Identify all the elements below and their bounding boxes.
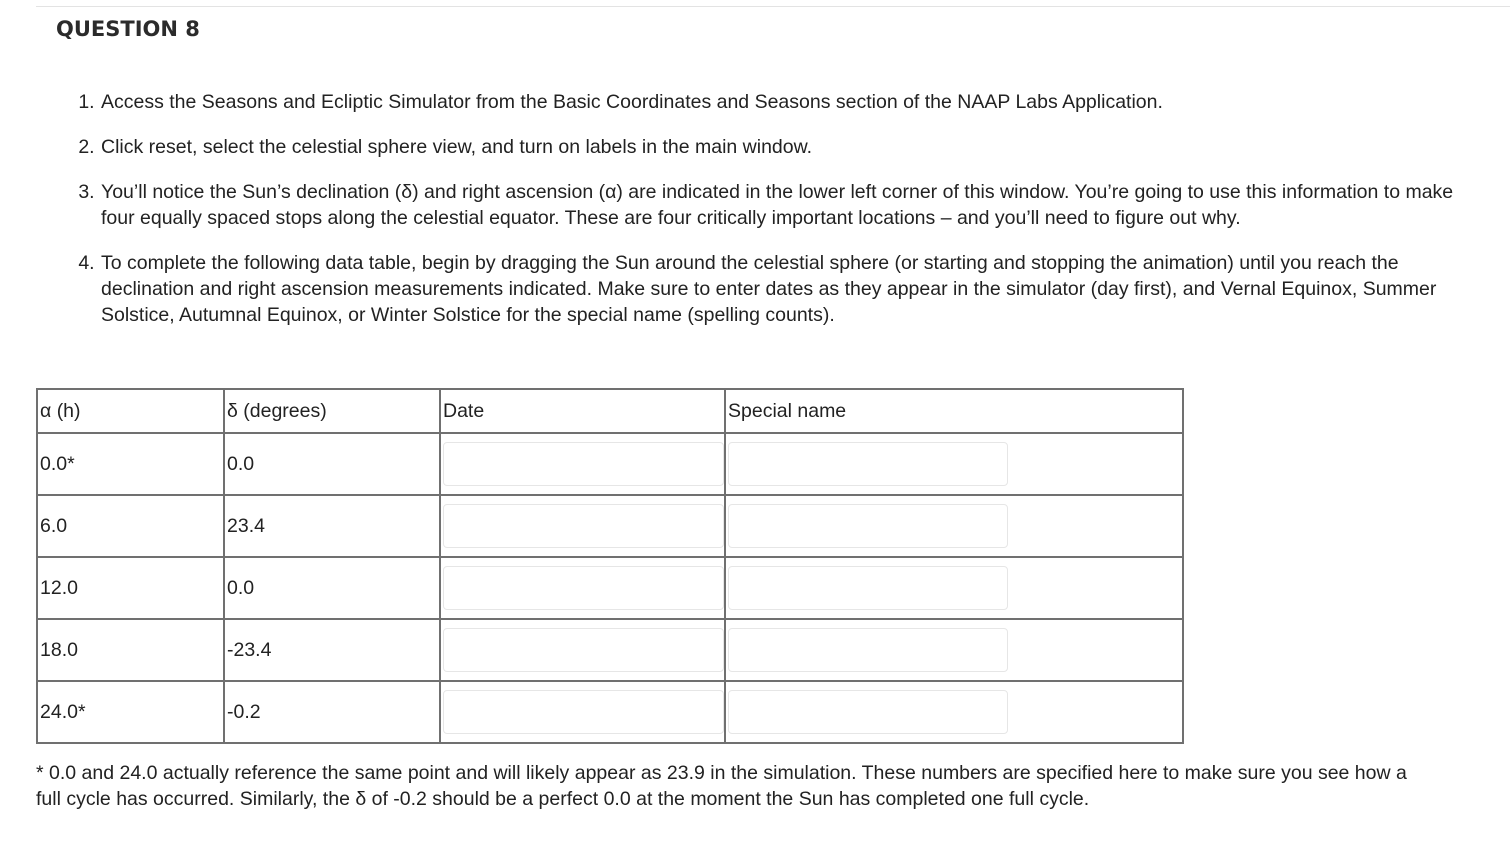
footnote: * 0.0 and 24.0 actually reference the same point and will likely appear as 23.9 in the simulation. These numbers are specified here to make sure you see how a full cycle has occurred. Similarly, the δ of -0.2 should be a perfect 0.0 at the moment the Sun has completed one full cycle. (36, 762, 1407, 810)
date-cell (440, 557, 725, 619)
special-name-cell (725, 619, 1183, 681)
alpha-cell: 0.0* (37, 433, 224, 495)
table-row (37, 495, 1183, 557)
instruction-item: 1. Access the Seasons and Ecliptic Simulator from the Basic Coordinates and Seasons section of the NAAP Labs Application. (100, 89, 1470, 115)
special-name-cell (725, 557, 1183, 619)
instruction-list (76, 89, 1470, 347)
delta-cell: -23.4 (224, 619, 440, 681)
alpha-cell: 6.0 (37, 495, 224, 557)
header-special-name: Special name (725, 389, 1183, 433)
header-delta: δ (degrees) (224, 389, 440, 433)
alpha-cell: 18.0 (37, 619, 224, 681)
special-name-cell (725, 495, 1183, 557)
date-cell (440, 681, 725, 743)
date-cell (440, 619, 725, 681)
special-name-input[interactable] (728, 442, 1008, 486)
date-input[interactable] (443, 566, 724, 610)
question-title: QUESTION 8 (56, 17, 200, 41)
table-row (37, 557, 1183, 619)
date-input[interactable] (443, 690, 724, 734)
header-date: Date (440, 389, 725, 433)
table-row (37, 433, 1183, 495)
date-cell (440, 433, 725, 495)
date-input[interactable] (443, 442, 724, 486)
delta-cell: 0.0 (224, 433, 440, 495)
alpha-cell: 12.0 (37, 557, 224, 619)
table-row (37, 681, 1183, 743)
delta-cell: 23.4 (224, 495, 440, 557)
special-name-input[interactable] (728, 566, 1008, 610)
table-row (37, 619, 1183, 681)
header-alpha: α (h) (37, 389, 224, 433)
instruction-item: 3. You’ll notice the Sun’s declination (δ) and right ascension (α) are indicated in the lower left corner of this window. You’re going to use this information to make four equally spaced stops along the celestial equator. These are four critically important locations – and you’ll need to figure out why. (100, 179, 1470, 231)
special-name-cell (725, 433, 1183, 495)
table-header-row (37, 389, 1183, 433)
instruction-item: 4. To complete the following data table, begin by dragging the Sun around the celestial sphere (or starting and stopping the animation) until you reach the declination and right ascension measurements indicated. Make sure to enter dates as they appear in the simulator (day first), and Vernal Equinox, Summer Solstice, Autumnal Equinox, or Winter Solstice for the special name (spelling counts). (100, 250, 1470, 328)
date-input[interactable] (443, 628, 724, 672)
date-cell (440, 495, 725, 557)
date-input[interactable] (443, 504, 724, 548)
data-table (36, 388, 1184, 744)
special-name-input[interactable] (728, 628, 1008, 672)
special-name-input[interactable] (728, 504, 1008, 548)
top-divider (36, 6, 1510, 7)
instruction-item: 2. Click reset, select the celestial sphere view, and turn on labels in the main window. (100, 134, 1470, 160)
delta-cell: -0.2 (224, 681, 440, 743)
delta-cell: 0.0 (224, 557, 440, 619)
alpha-cell: 24.0* (37, 681, 224, 743)
special-name-cell (725, 681, 1183, 743)
special-name-input[interactable] (728, 690, 1008, 734)
